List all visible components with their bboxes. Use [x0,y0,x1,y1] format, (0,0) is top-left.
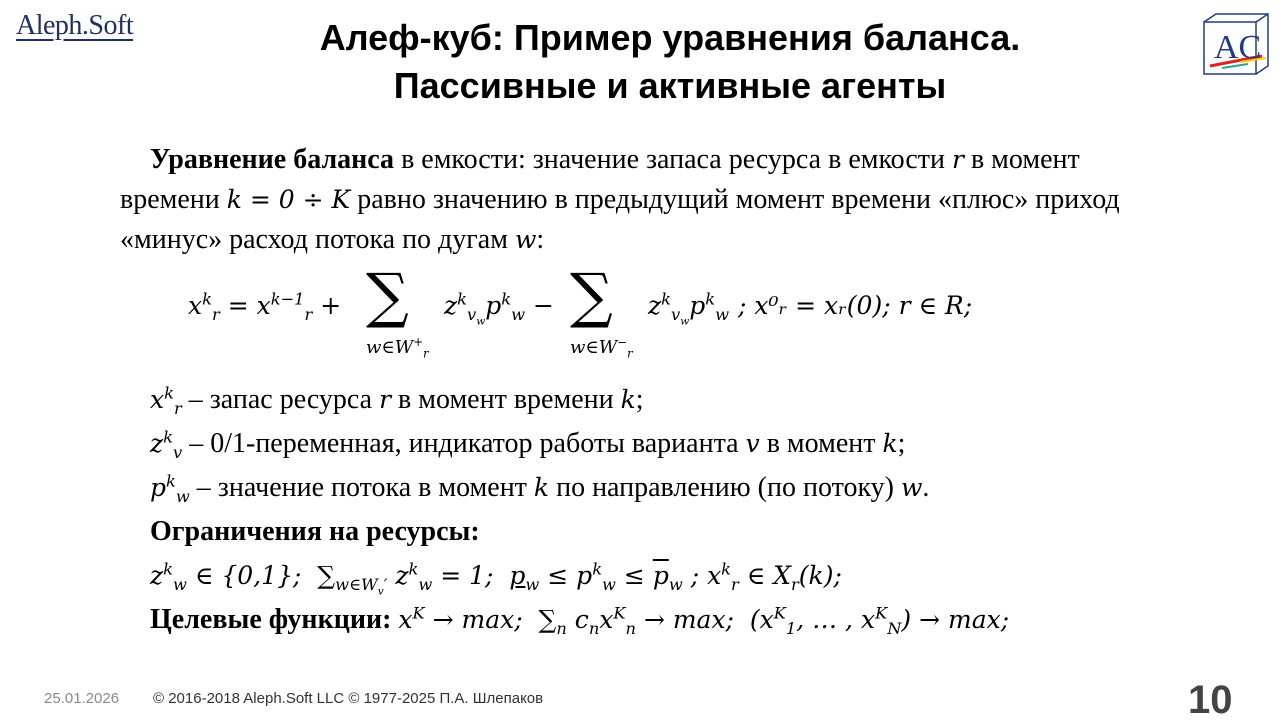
aleph-soft-logo: Aleph.Soft [16,10,134,41]
constraints-label: Ограничения на ресурсы: [150,516,480,547]
svg-text:AC: AC [1214,29,1262,66]
slide-content [120,140,1180,640]
definition-p: $p^k_w$ – значение потока в момент k по направлению (по потоку) w. [150,471,930,506]
footer-date: 25.01.2026 [44,690,120,707]
intro-paragraph: Уравнение баланса в емкости: значение запаса ресурса в емкости r в момент времени k = 0 ÷ K равно значению в предыдущий момент времени «плюс» приход «минус» расход потока по дугам w: [120,144,1120,255]
goal-functions: Целевые функции: $x^K \to \max$; $\sum_n$ $c_nx^K_n \to \max$; ($x^K_1$, … , $x^K_N) \to \max$; [150,603,1010,638]
sum-symbol-plus: ∑ [366,261,409,331]
page-number: 10 [1188,678,1233,722]
title-line-2: Пассивные и активные агенты [393,65,947,106]
ac-cube-logo-icon [1200,10,1270,78]
constraints-formula: $z^k_w$ ∈ {0,1}; $\sum_{w\in W_v'}$ $z^k_w = 1$; $p_w \le p^k_w \le \overline{p}_w$ ; $x^k_r$ ∈ $X_r(k)$; [150,559,842,598]
sum-symbol-minus: ∑ [570,261,613,331]
definition-z: $z^k_v$ – 0/1-переменная, индикатор работы варианта v в момент k; [150,427,906,462]
balance-equation: $x^k_r = x^{k-1}_r$ + ∑ $w\in W^+_r$ $z^k_{v_w}p^k_w$ − ∑ $w\in W^-_r$ $z^k_{v_w}p^k_w$ ; x⁰ᵣ = xᵣ(0); r ∈ R; [188,261,973,361]
title-line-1: Алеф-куб: Пример уравнения баланса. [319,17,1021,58]
page-title [180,14,1160,110]
footer-copyright: © 2016-2018 Aleph.Soft LLC © 1977-2025 П.А. Шлепаков [153,690,544,707]
definition-x: $x^k_r$ – запас ресурса r в момент времени k; [150,383,644,418]
